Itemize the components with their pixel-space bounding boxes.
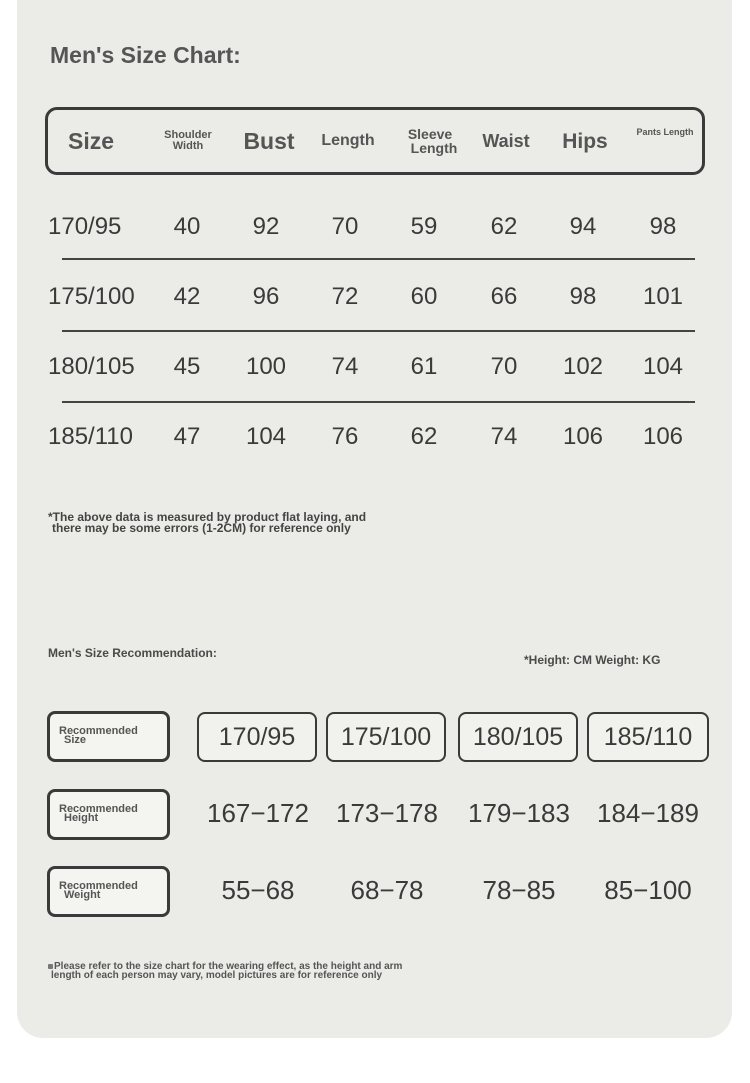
header-length: Length [321,132,375,149]
weight-range: 55−68 [221,875,295,905]
height-range: 167−172 [207,798,309,828]
label-recommended-size: Recommended Size [47,711,170,762]
weight-range: 78−85 [482,875,556,905]
height-range: 184−189 [597,798,699,828]
table-header [45,107,705,175]
weight-range: 85−100 [604,875,692,905]
height-range: 179−183 [468,798,570,828]
row-divider [62,330,695,332]
size-box: 180/105 [458,712,578,762]
header-shoulder-width: Shoulder Width [164,129,212,152]
height-range: 173−178 [336,798,438,828]
bullet-icon [48,964,53,969]
header-pants-length: Pants Length [636,127,694,137]
weight-range: 68−78 [350,875,424,905]
units-note: *Height: CM Weight: KG [524,653,661,667]
header-sleeve-length: Sleeve Length [407,126,458,156]
table-row: 175/100 42 96 72 60 66 98 101 [48,283,684,310]
row-divider [62,258,695,260]
label-recommended-height: Recommended Height [47,789,170,840]
size-box: 170/95 [197,712,317,762]
header-waist: Waist [482,131,530,151]
table-row: 185/110 47 104 76 62 74 106 106 [48,423,684,450]
wearing-note: Please refer to the size chart for the wearing effect, as the height and arm length of each person may vary, model pictures are for reference only [48,962,402,980]
table-row: 170/95 40 92 70 59 62 94 98 [48,213,677,240]
table-row: 180/105 45 100 74 61 70 102 104 [48,353,684,380]
chart-title: Men's Size Chart: [50,42,241,68]
measurement-note: *The above data is measured by product flat laying, and there may be some errors (1-2CM) for reference only [48,510,367,535]
header-hips: Hips [562,129,608,153]
recommendation-title: Men's Size Recommendation: [48,646,217,660]
header-size: Size [67,127,115,154]
size-box: 175/100 [326,712,446,762]
label-recommended-weight: Recommended Weight [47,866,170,917]
size-box: 185/110 [587,712,709,762]
header-bust: Bust [243,127,295,154]
row-divider [62,401,695,403]
